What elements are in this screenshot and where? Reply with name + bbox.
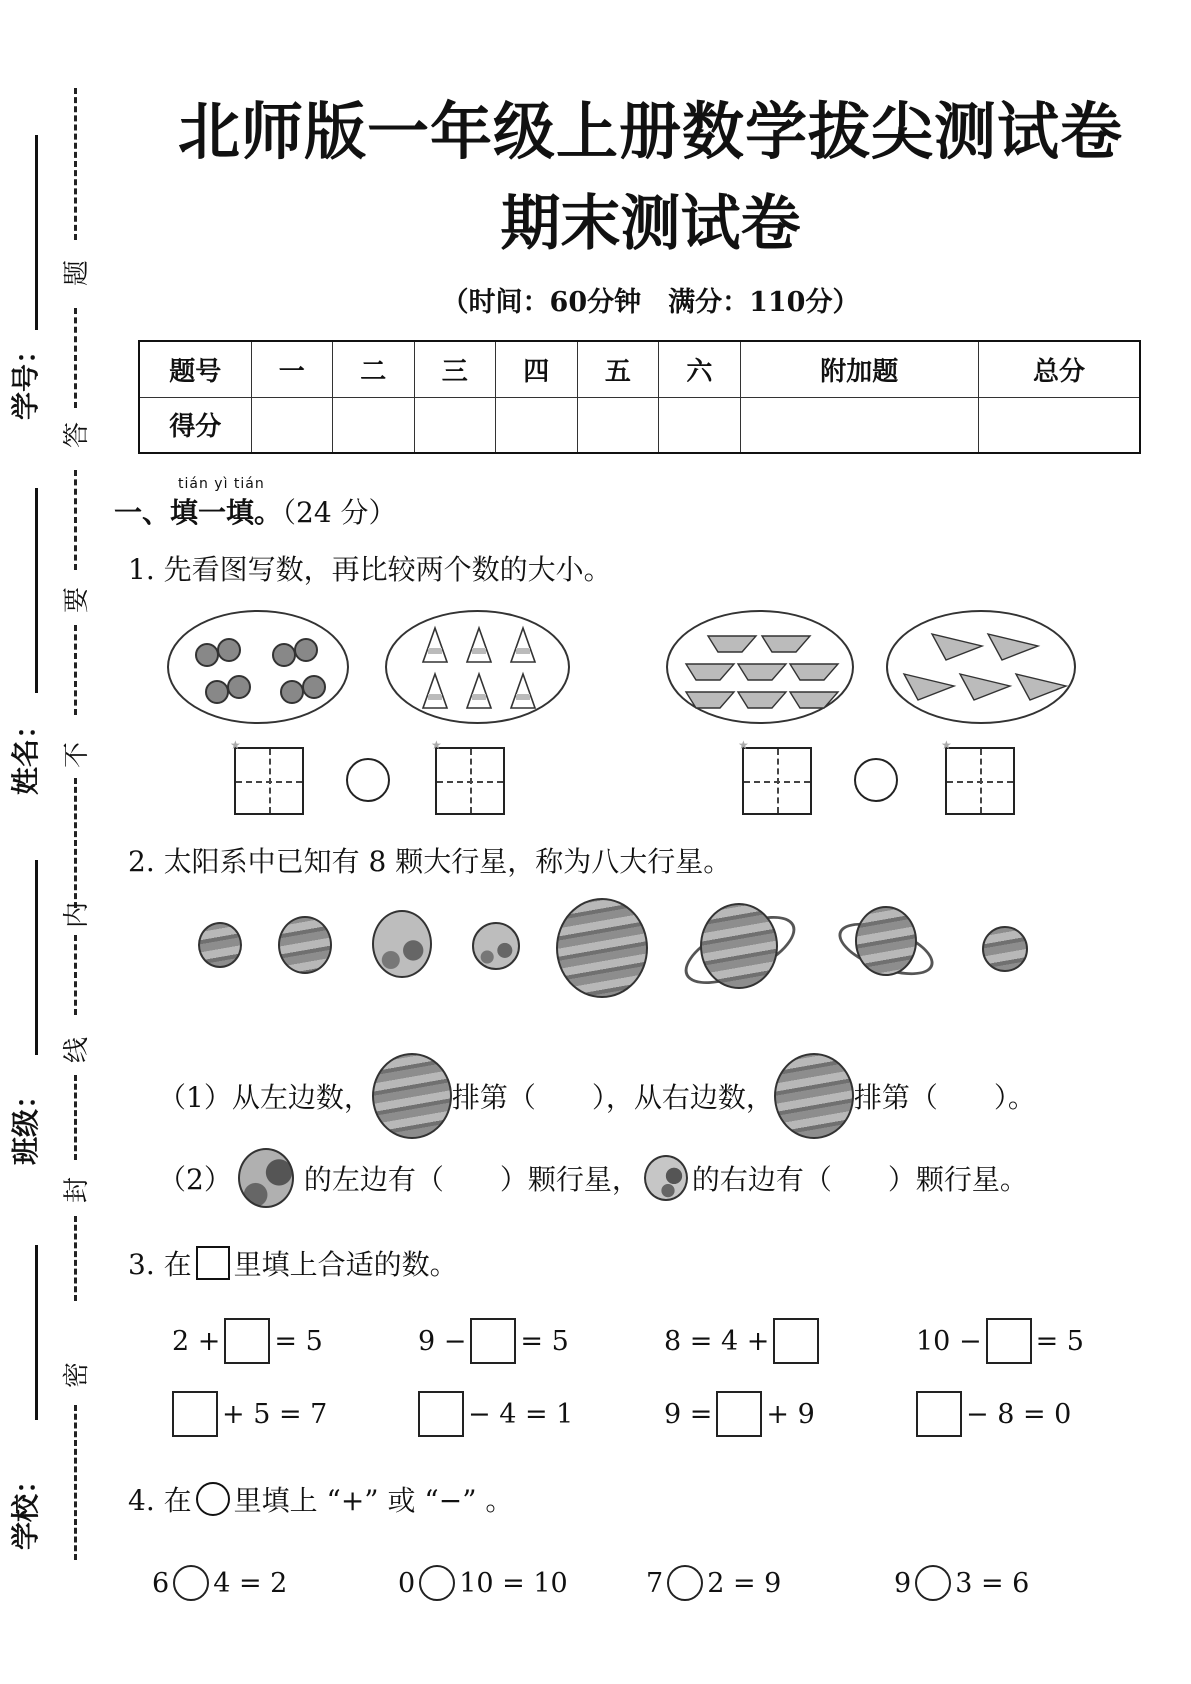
earth-icon: [372, 910, 432, 978]
operator-circle[interactable]: [419, 1565, 455, 1601]
jupiter-icon: [372, 1053, 452, 1139]
eq-pre: 9 =: [664, 1398, 713, 1430]
eq-post: − 8 = 0: [966, 1398, 1072, 1430]
eq-pre: 9 −: [418, 1325, 467, 1357]
eq-post: − 4 = 1: [468, 1398, 574, 1430]
equation: [152, 1565, 287, 1601]
equation: [894, 1565, 1029, 1601]
score-input-cell[interactable]: [333, 397, 415, 453]
jupiter-icon: [556, 898, 648, 998]
score-input-cell[interactable]: [979, 397, 1141, 453]
q2-sub2-text-c: 的右边有（ ）颗行星。: [691, 1163, 1028, 1196]
star-icon: ★: [431, 738, 442, 752]
exam-meta: （时间：60分钟 满分：110分）: [441, 287, 860, 318]
seal-char: 不: [62, 742, 92, 769]
score-cell: 四: [496, 341, 578, 397]
q2-sub2-text-b: 的左边有（ ）颗行星，: [303, 1163, 640, 1196]
eq-post: = 5: [520, 1325, 569, 1357]
q2-sub1-text-a: （1）从左边数，: [158, 1081, 372, 1114]
pinyin-annotation: tián yì tián: [178, 476, 265, 492]
eq-post: 10 = 10: [459, 1567, 568, 1599]
seal-char: 线: [62, 1037, 92, 1064]
q3-text-a: 3. 在: [128, 1248, 192, 1281]
equation: [664, 1391, 815, 1437]
equation: [664, 1318, 823, 1364]
page-title: 北师版一年级上册数学拔尖测试卷: [177, 95, 1123, 168]
seal-char: 密: [62, 1362, 92, 1389]
question-3: [128, 1243, 458, 1283]
score-cell: 一: [251, 341, 333, 397]
mars-icon: [644, 1155, 688, 1201]
score-input-cell[interactable]: [740, 397, 978, 453]
equation: [646, 1565, 781, 1601]
eq-post: 4 = 2: [213, 1567, 288, 1599]
q2-sub1-text-c: 排第（ ）。: [853, 1081, 1036, 1114]
party-hat-group: [385, 610, 570, 724]
venus-icon: [278, 916, 332, 974]
equation: [172, 1318, 323, 1364]
score-table-header-row: [139, 341, 1140, 397]
eq-post: = 5: [274, 1325, 323, 1357]
eq-pre: 9: [894, 1567, 912, 1599]
answer-box[interactable]: [418, 1391, 464, 1437]
number-write-box[interactable]: [431, 738, 505, 815]
name-label: 姓名：: [9, 710, 42, 795]
seal-line: [74, 1075, 77, 1160]
compare-circle[interactable]: [854, 758, 898, 802]
number-write-box[interactable]: [738, 738, 812, 815]
number-write-box[interactable]: [941, 738, 1015, 815]
school-line[interactable]: [35, 1245, 38, 1420]
paper-boat-icon: [668, 612, 856, 726]
eq-pre: 8 = 4 +: [664, 1325, 770, 1357]
binding-margin: [0, 0, 110, 1684]
question-2-part-2: [158, 1148, 1028, 1208]
student-id-label: 学号：: [9, 335, 42, 420]
q4-text-b: 里填上 “+” 或 “−” 。: [233, 1484, 514, 1517]
score-table-score-row: [139, 397, 1140, 453]
seal-line: [74, 1405, 77, 1560]
eq-pre: 2 +: [172, 1325, 221, 1357]
equation: [168, 1391, 327, 1437]
star-icon: ★: [230, 738, 241, 752]
q4-text-a: 4. 在: [128, 1484, 192, 1517]
eq-post: + 9: [766, 1398, 815, 1430]
q3-text-b: 里填上合适的数。: [233, 1248, 458, 1281]
score-cell: 二: [333, 341, 415, 397]
eq-pre: 10 −: [916, 1325, 982, 1357]
answer-box[interactable]: [916, 1391, 962, 1437]
answer-box[interactable]: [986, 1318, 1032, 1364]
q2-sub2-text-a: （2）: [158, 1163, 232, 1196]
eq-post: 3 = 6: [955, 1567, 1030, 1599]
seal-line: [74, 88, 77, 240]
eq-post: = 5: [1035, 1325, 1084, 1357]
number-write-box[interactable]: [230, 738, 304, 815]
score-input-cell[interactable]: [251, 397, 333, 453]
name-line[interactable]: [35, 488, 38, 693]
operator-circle[interactable]: [915, 1565, 951, 1601]
question-4: [128, 1479, 513, 1519]
compare-circle[interactable]: [346, 758, 390, 802]
score-cell: 六: [659, 341, 741, 397]
section-name: 填一填。: [170, 496, 283, 529]
seal-line: [74, 308, 77, 408]
equation: [912, 1391, 1071, 1437]
square-icon: [196, 1246, 230, 1280]
seal-line: [74, 1216, 77, 1301]
seal-line: [74, 935, 77, 1015]
mars-icon: [472, 922, 520, 970]
score-cell: 总分: [979, 341, 1141, 397]
seal-char: 要: [62, 587, 92, 614]
equation: [916, 1318, 1084, 1364]
score-row-label: 得分: [139, 397, 251, 453]
equation: [414, 1391, 573, 1437]
seal-line: [74, 470, 77, 570]
equation: [398, 1565, 568, 1601]
question-2: 2. 太阳系中已知有 8 颗大行星，称为八大行星。: [128, 845, 732, 878]
earth-icon: [238, 1148, 294, 1208]
neptune-icon: [982, 926, 1028, 972]
seal-line: [74, 625, 77, 715]
saturn-icon: [700, 903, 778, 989]
paper-plane-icon: [888, 612, 1078, 726]
score-cell: 题号: [139, 341, 251, 397]
glasses-group: [167, 610, 349, 724]
class-line[interactable]: [35, 860, 38, 1055]
paper-boat-group: [666, 610, 854, 724]
section-title: [114, 491, 397, 531]
equation: [418, 1318, 569, 1364]
star-icon: ★: [738, 738, 749, 752]
seal-char: 题: [62, 260, 92, 287]
eq-post: 2 = 9: [707, 1567, 782, 1599]
seal-char: 内: [62, 902, 92, 929]
score-input-cell[interactable]: [414, 397, 496, 453]
circle-icon: [196, 1482, 230, 1516]
paper-plane-group: [886, 610, 1076, 724]
eq-pre: 6: [152, 1567, 170, 1599]
score-cell: 五: [577, 341, 659, 397]
eq-post: + 5 = 7: [222, 1398, 328, 1430]
student-id-line[interactable]: [35, 135, 38, 330]
score-cell: 三: [414, 341, 496, 397]
section-points: （24 分）: [282, 496, 397, 529]
page-subtitle: 期末测试卷: [500, 189, 801, 259]
seal-char: 封: [62, 1177, 92, 1204]
q2-sub1-text-b: 排第（ ），从右边数，: [451, 1081, 774, 1114]
class-label: 班级：: [9, 1080, 42, 1165]
question-1: 1. 先看图写数，再比较两个数的大小。: [128, 553, 612, 586]
star-icon: ★: [941, 738, 952, 752]
answer-box[interactable]: [773, 1318, 819, 1364]
score-input-cell[interactable]: [496, 397, 578, 453]
school-label: 学校：: [9, 1465, 42, 1550]
eq-pre: 7: [646, 1567, 664, 1599]
section-number: 一、: [114, 496, 171, 529]
mercury-icon: [198, 922, 242, 968]
score-table: [138, 340, 1141, 454]
jupiter-icon: [774, 1053, 854, 1139]
eq-pre: 0: [398, 1567, 416, 1599]
question-2-part-1: [158, 1053, 1036, 1139]
operator-circle[interactable]: [173, 1565, 209, 1601]
glasses-icon: [169, 612, 351, 726]
score-cell: 附加题: [740, 341, 978, 397]
uranus-icon: [855, 906, 917, 976]
score-input-cell[interactable]: [577, 397, 659, 453]
answer-box[interactable]: [716, 1391, 762, 1437]
answer-box[interactable]: [172, 1391, 218, 1437]
operator-circle[interactable]: [667, 1565, 703, 1601]
seal-line: [74, 778, 77, 908]
seal-char: 答: [62, 422, 92, 449]
answer-box[interactable]: [224, 1318, 270, 1364]
score-input-cell[interactable]: [659, 397, 741, 453]
answer-box[interactable]: [470, 1318, 516, 1364]
party-hat-icon: [387, 612, 572, 726]
